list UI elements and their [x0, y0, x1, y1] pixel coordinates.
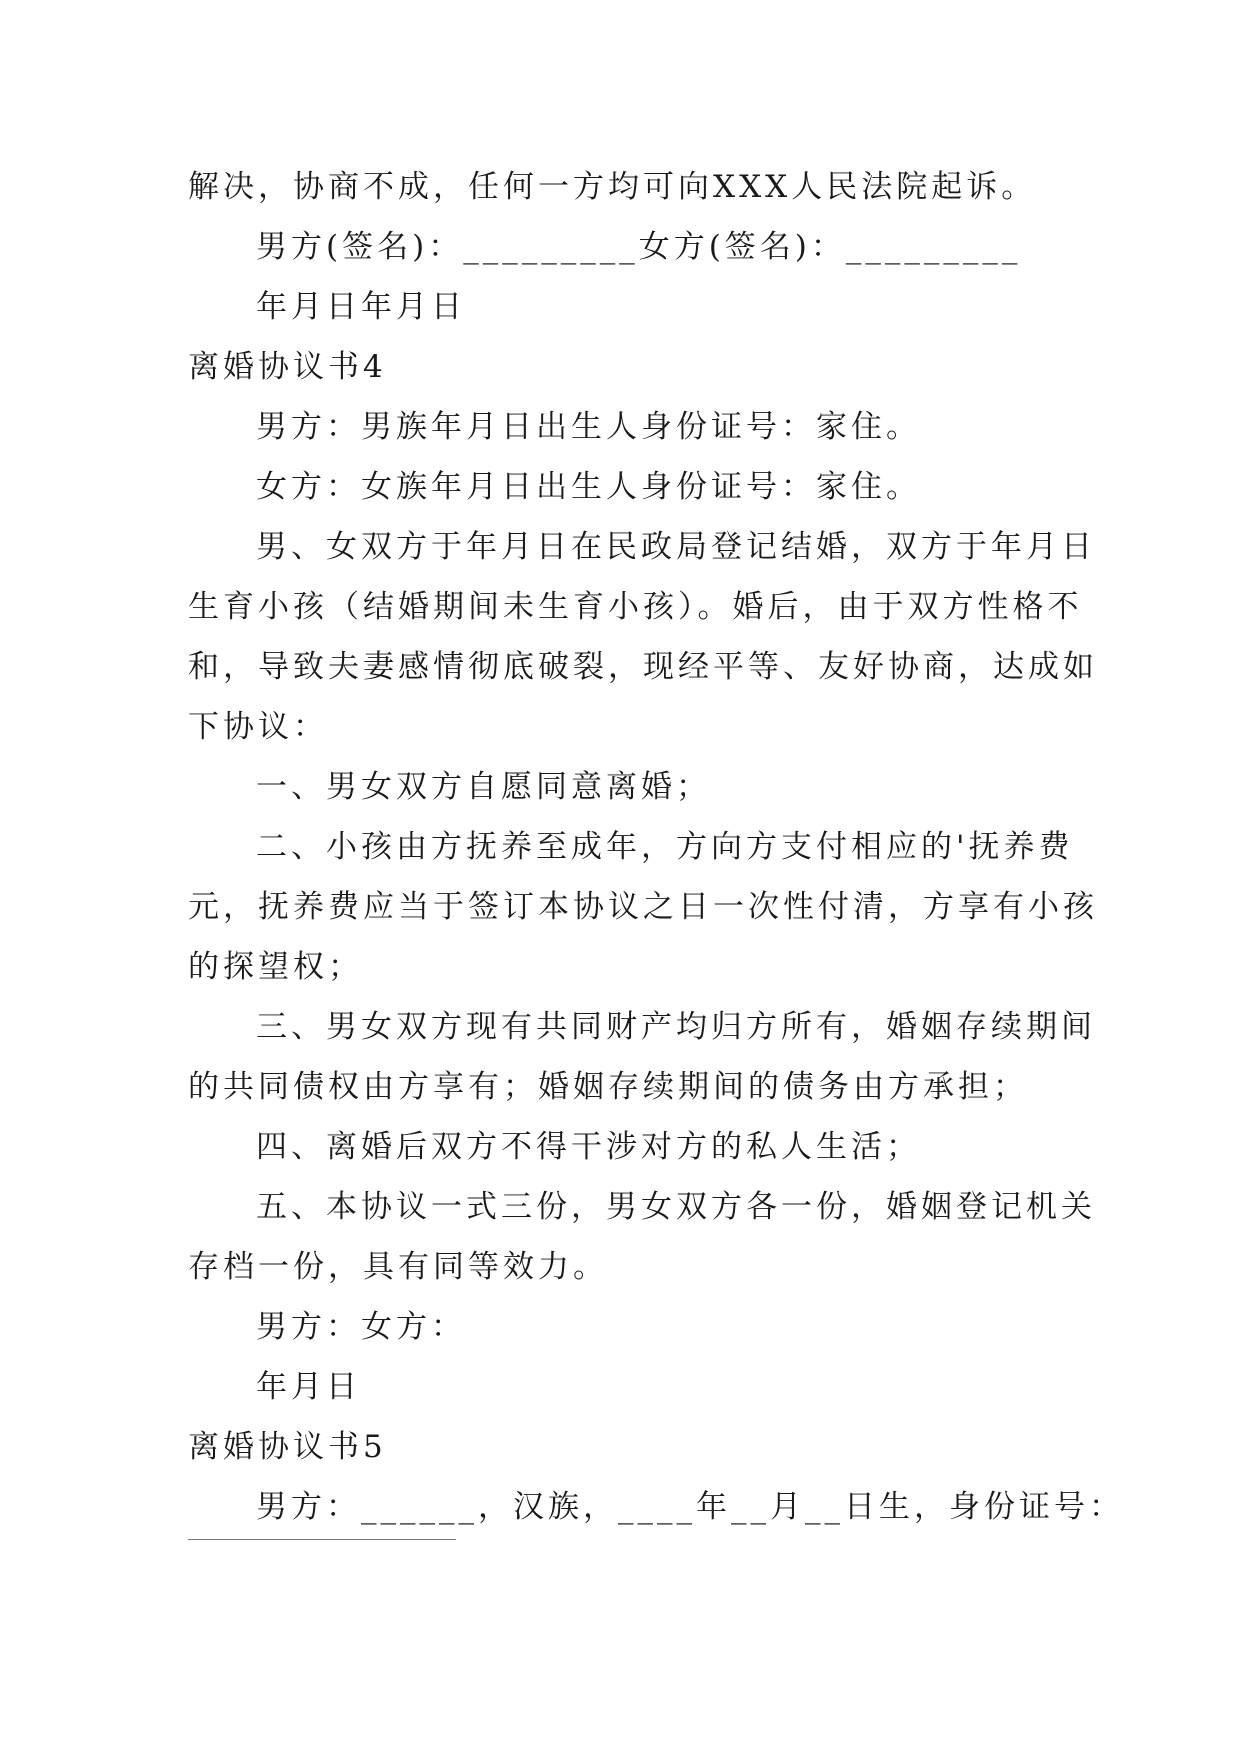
text-line: 男方：______，汉族，____年__月__日生，身份证号：	[256, 1489, 1124, 1525]
text-line: 年月日年月日	[256, 289, 466, 325]
document-body	[188, 157, 1124, 1537]
text-line: 的共同债权由方享有；婚姻存续期间的债务由方承担；	[188, 1069, 1028, 1105]
text-line: 男方：男族年月日出生人身份证号：家住。	[256, 409, 921, 445]
text-line: 男方：女方：	[256, 1309, 466, 1345]
text-line: 年月日	[256, 1369, 361, 1405]
text-line: 和，导致夫妻感情彻底破裂，现经平等、友好协商，达成如	[188, 649, 1098, 685]
text-line: 下协议：	[188, 709, 328, 745]
text-line: 解决，协商不成，任何一方均可向XXX人民法院起诉。	[188, 169, 1037, 205]
text-line: 三、男女双方现有共同财产均归方所有，婚姻存续期间	[256, 1009, 1096, 1045]
section-heading: 离婚协议书4	[188, 349, 387, 385]
text-line: 的探望权；	[188, 949, 363, 985]
section-heading: 离婚协议书5	[188, 1429, 387, 1465]
text-line: 女方：女族年月日出生人身份证号：家住。	[256, 469, 921, 505]
text-line: 男、女双方于年月日在民政局登记结婚，双方于年月日	[256, 529, 1096, 565]
text-line: 生育小孩（结婚期间未生育小孩）。婚后，由于双方性格不	[188, 589, 1083, 625]
text-line: 元，抚养费应当于签订本协议之日一次性付清，方享有小孩	[188, 889, 1098, 925]
text-line: 五、本协议一式三份，男女双方各一份，婚姻登记机关	[256, 1189, 1096, 1225]
text-line: 二、小孩由方抚养至成年，方向方支付相应的'抚养费	[256, 829, 1074, 865]
text-line: 存档一份，具有同等效力。	[188, 1249, 608, 1285]
text-line: 四、离婚后双方不得干涉对方的私人生活；	[256, 1129, 921, 1165]
blank-underline	[188, 1539, 456, 1540]
text-line: 男方(签名)：_________女方(签名)：_________	[256, 229, 1022, 265]
text-line: 一、男女双方自愿同意离婚；	[256, 769, 711, 805]
